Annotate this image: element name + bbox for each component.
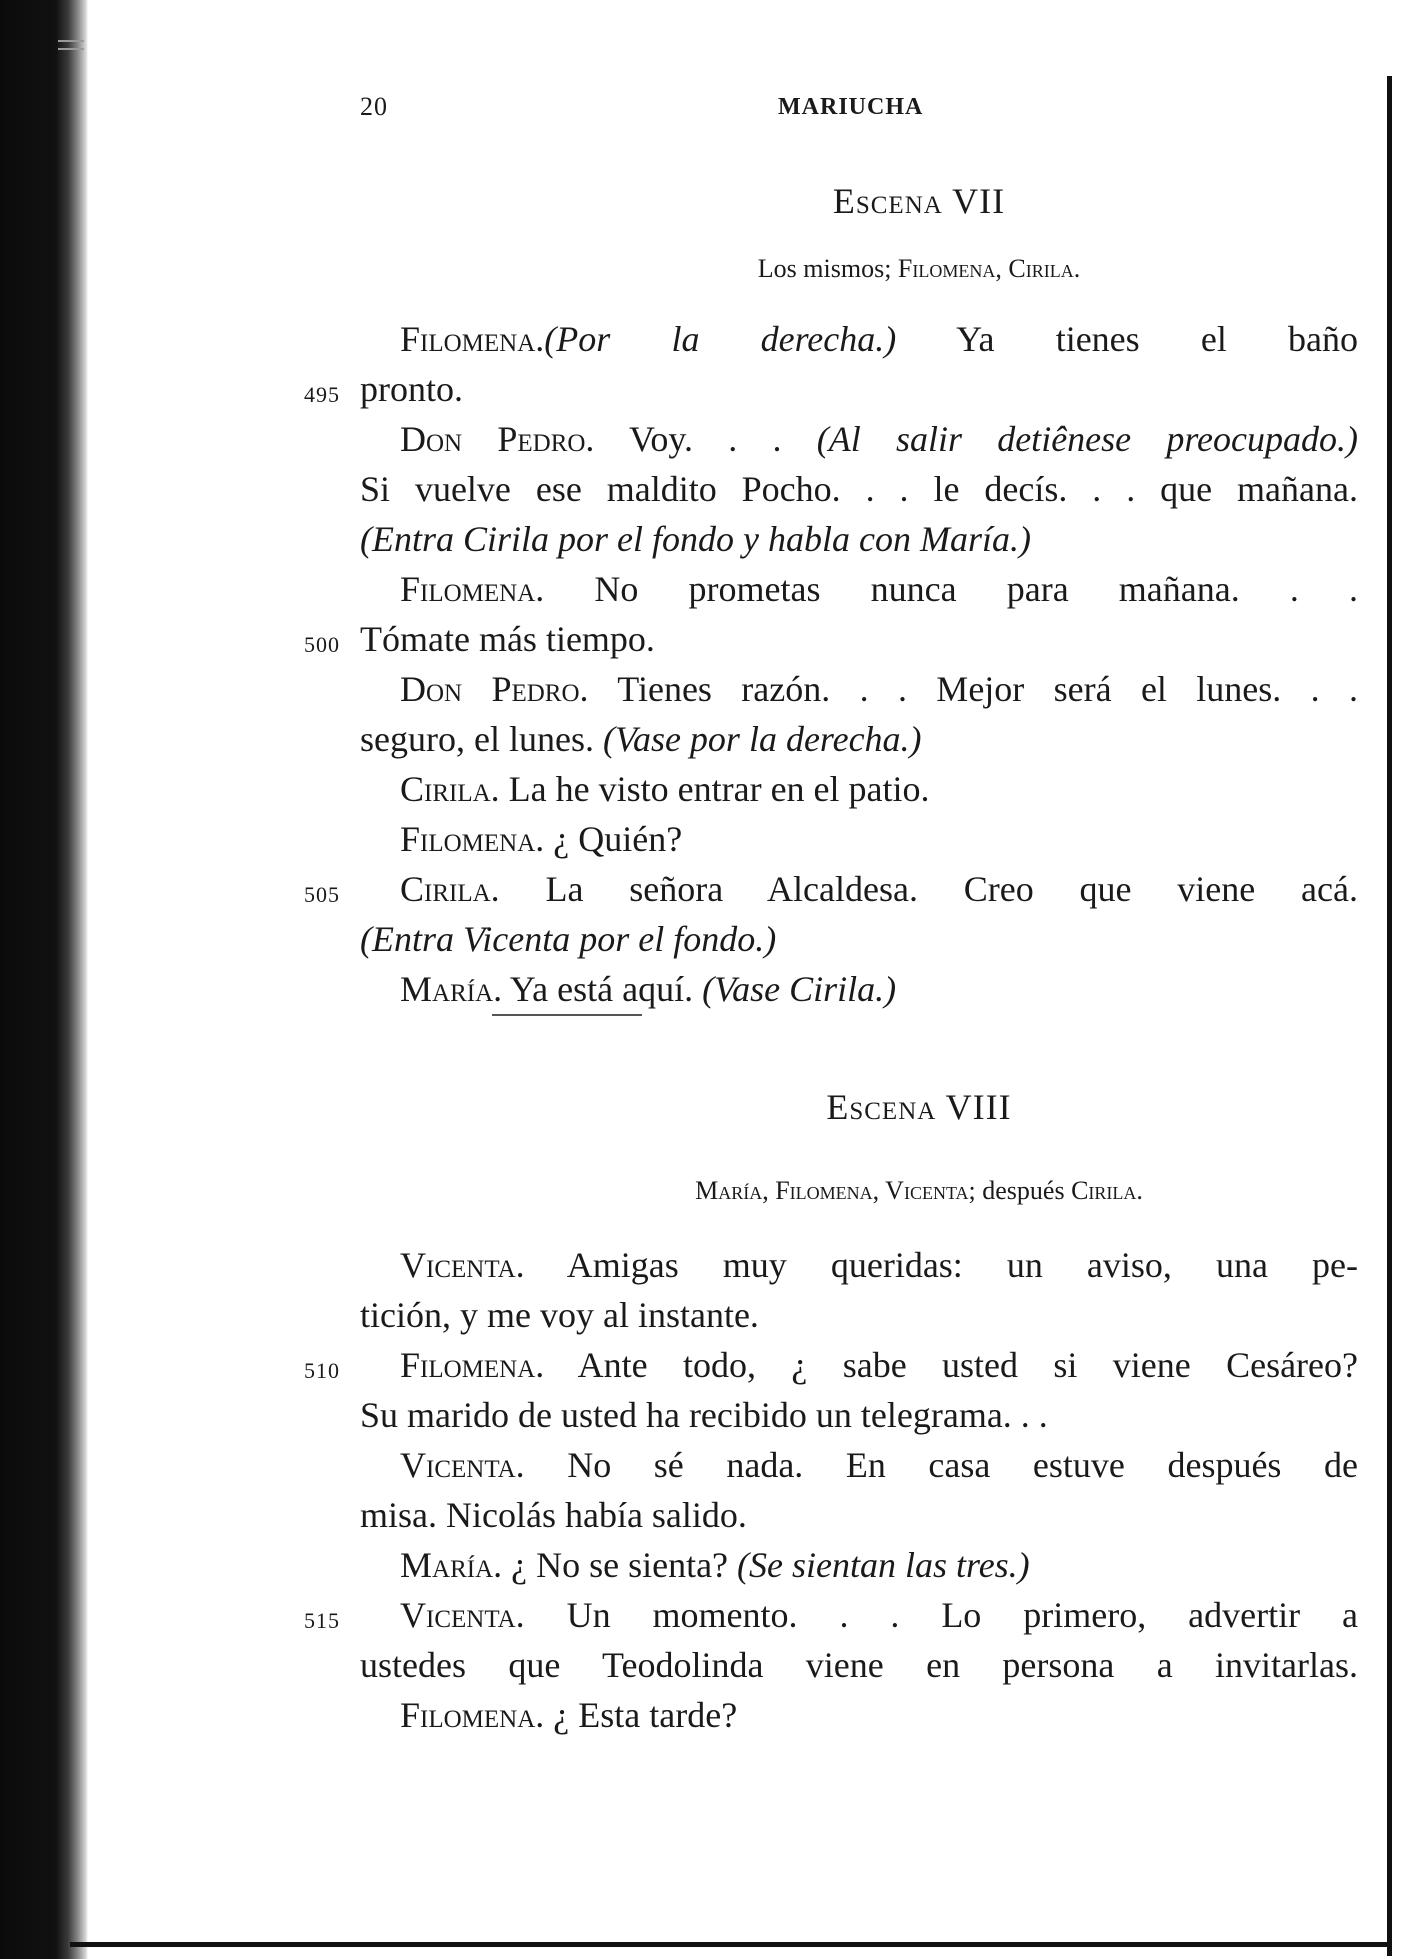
page-number: 20 — [360, 92, 388, 121]
dialogue-line — [360, 1390, 1358, 1440]
cast-list: Los mismos; Filomena, Cirila. — [757, 254, 1081, 283]
scene-viii-cast — [360, 1146, 1358, 1240]
dialogue-line — [304, 1340, 1358, 1390]
dialogue-text: pronto. — [360, 369, 463, 409]
dialogue-line — [360, 464, 1358, 514]
speaker-name: Filomena. — [400, 1695, 545, 1735]
dialogue-line — [304, 1590, 1358, 1640]
speaker-name: María. — [400, 1545, 503, 1585]
dialogue-text: Tómate más tiempo. — [360, 619, 655, 659]
scene-vii-cast — [360, 240, 1358, 314]
scene-title: Escena VII — [832, 181, 1006, 221]
dialogue-line — [360, 564, 1358, 614]
stage-direction: (Se sientan las tres.) — [737, 1545, 1030, 1585]
dialogue-text: ¿ Quién? — [544, 819, 683, 859]
running-head — [360, 80, 1358, 140]
dialogue-line — [360, 664, 1358, 714]
speaker-name: Vicenta. — [400, 1245, 525, 1285]
dialogue-text: misa. Nicolás había salido. — [360, 1495, 747, 1535]
speaker-name: Cirila. — [400, 869, 500, 909]
dialogue-text: seguro, el lunes. — [360, 719, 603, 759]
dialogue-line — [304, 364, 1358, 414]
dialogue-text-after: Ya tienes el baño — [896, 319, 1359, 359]
dialogue-line — [360, 814, 1358, 864]
dialogue-text: Ante todo, ¿ sabe usted si viene Cesáreo? — [544, 1345, 1358, 1385]
speaker-name: Vicenta. — [400, 1445, 525, 1485]
dialogue-line — [304, 864, 1358, 914]
dialogue-text: No prometas nunca para mañana. . . — [544, 569, 1358, 609]
dialogue-text: La he visto entrar en el patio. — [499, 769, 930, 809]
dialogue-line — [360, 1540, 1358, 1590]
dialogue-text: ustedes que Teodolinda viene en persona a invitarlas. — [360, 1645, 1358, 1685]
page-bottom-border — [70, 1942, 1392, 1947]
speaker-name: Vicenta. — [400, 1595, 525, 1635]
dialogue-line — [360, 514, 1358, 564]
hand-underline-mark — [360, 1014, 1358, 1022]
dialogue-text: Tienes razón. . . Mejor será el lunes. . . — [588, 669, 1358, 709]
line-number: 510 — [304, 1358, 340, 1383]
speaker-name: Don Pedro. — [400, 669, 589, 709]
speaker-name: Don Pedro. — [400, 419, 595, 459]
speaker-name: Filomena. — [400, 819, 545, 859]
page-right-border — [1387, 76, 1392, 1956]
speaker-name: Cirila. — [400, 769, 500, 809]
stage-direction: (Entra Cirila por el fondo y habla con María.) — [360, 519, 1031, 559]
dialogue-text: Amigas muy queridas: un aviso, una pe- — [524, 1245, 1358, 1285]
speaker-name: María. — [400, 969, 503, 1009]
dialogue-line — [360, 414, 1358, 464]
book-page — [304, 80, 1359, 1920]
line-number: 500 — [304, 632, 340, 657]
cast-list: María, Filomena, Vicenta; después Cirila. — [695, 1176, 1143, 1205]
dialogue-line — [360, 314, 1358, 364]
dialogue-text: tición, y me voy al instante. — [360, 1295, 759, 1335]
scene-vii-dialogue — [304, 314, 1359, 1014]
dialogue-line — [360, 964, 1358, 1014]
scene-viii-dialogue — [304, 1240, 1358, 1740]
dialogue-text: Ya está aquí. — [502, 969, 703, 1009]
speaker-name: Filomena. — [400, 569, 545, 609]
dialogue-text: ¿ Esta tarde? — [544, 1695, 738, 1735]
speaker-name: Filomena. — [400, 319, 545, 359]
dialogue-text: No sé nada. En casa estuve después de — [524, 1445, 1358, 1485]
dialogue-line — [360, 1440, 1358, 1490]
line-number: 495 — [304, 382, 340, 407]
dialogue-line — [304, 614, 1358, 664]
dialogue-text: Si vuelve ese maldito Pocho. . . le decís. . . que mañana. — [360, 469, 1358, 509]
stage-direction: (Al salir detiênese preocupado.) — [816, 419, 1358, 459]
dialogue-text: Su marido de usted ha recibido un telegrama. . . — [360, 1395, 1048, 1435]
dialogue-line — [360, 1490, 1358, 1540]
scene-vii-title-wrap — [360, 140, 1358, 240]
scan-speck — [58, 48, 84, 50]
dialogue-line — [360, 1640, 1358, 1690]
stage-direction: (Vase Cirila.) — [702, 969, 897, 1009]
dialogue-line — [360, 1290, 1358, 1340]
scan-binding-edge — [0, 0, 88, 1959]
line-number: 515 — [304, 1608, 340, 1633]
scan-speck — [58, 40, 84, 42]
dialogue-line — [360, 914, 1358, 964]
dialogue-line — [360, 1690, 1358, 1740]
dialogue-line — [360, 714, 1358, 764]
dialogue-text: La señora Alcaldesa. Creo que viene acá. — [499, 869, 1358, 909]
scene-viii-title-wrap — [360, 1022, 1358, 1146]
stage-direction: (Por la derecha.) — [544, 319, 897, 359]
stage-direction: (Entra Vicenta por el fondo.) — [360, 919, 777, 959]
scene-title: Escena VIII — [826, 1087, 1012, 1127]
line-number: 505 — [304, 882, 340, 907]
running-title: MARIUCHA — [778, 94, 924, 120]
speaker-name: Filomena. — [400, 1345, 545, 1385]
dialogue-text: Voy. . . — [594, 419, 817, 459]
dialogue-line — [360, 1240, 1358, 1290]
stage-direction: (Vase por la derecha.) — [602, 719, 922, 759]
dialogue-line — [360, 764, 1358, 814]
dialogue-text: ¿ No se sienta? — [502, 1545, 738, 1585]
dialogue-text: Un momento. . . Lo primero, advertir a — [524, 1595, 1358, 1635]
